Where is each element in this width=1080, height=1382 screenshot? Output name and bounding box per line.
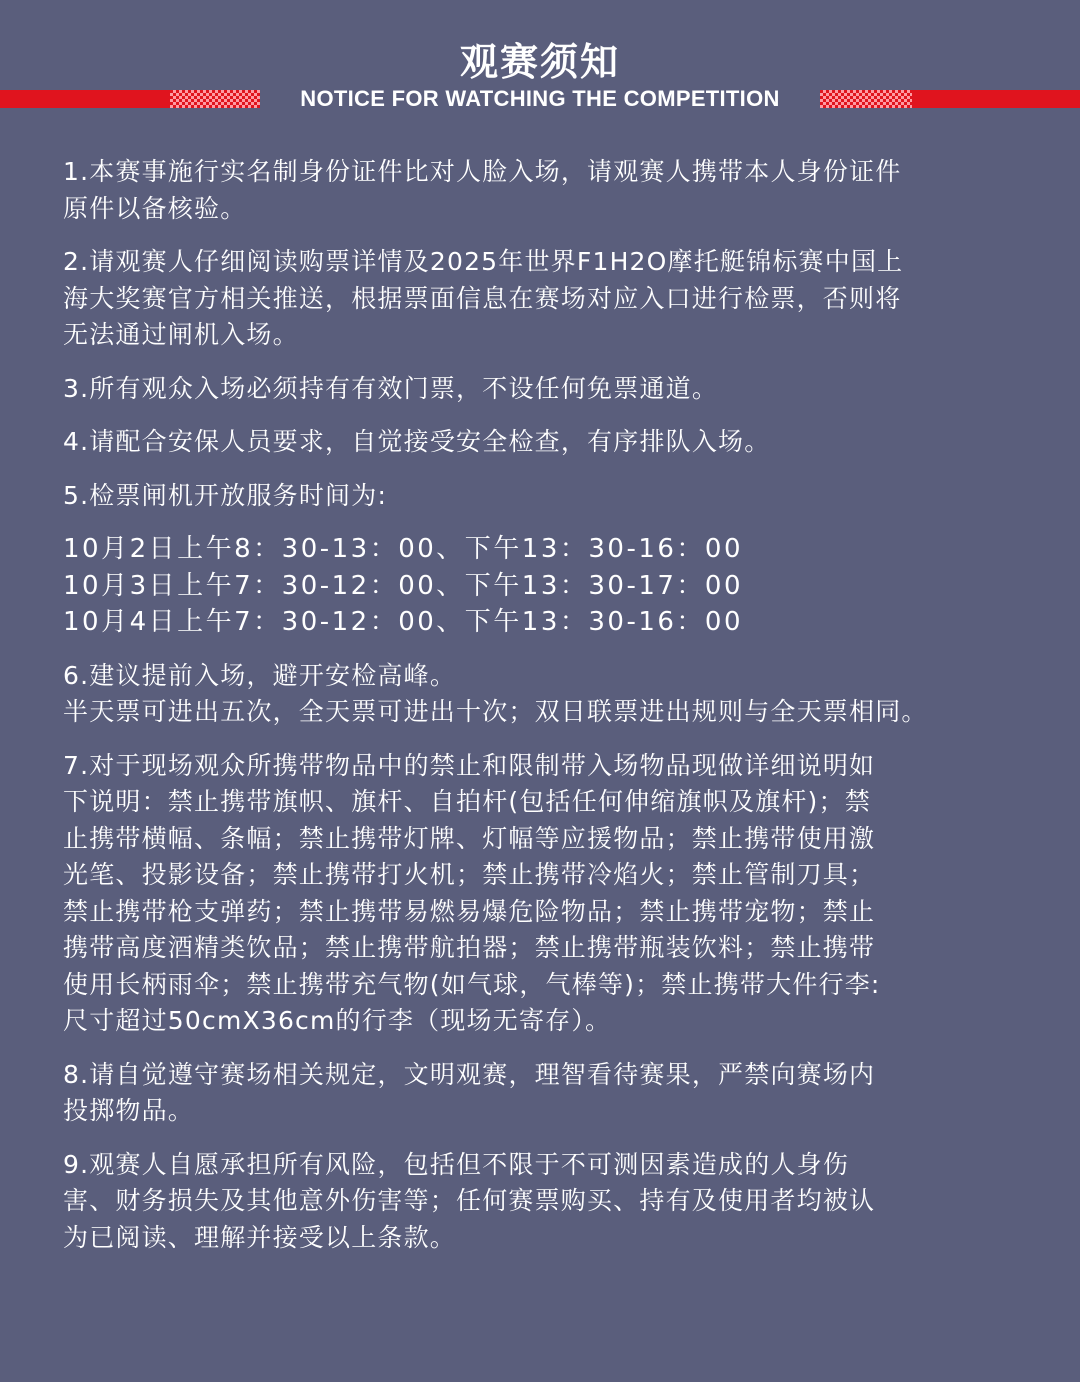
red-stripe-left [0,90,170,108]
notice-line: 害、财务损失及其他意外伤害等；任何赛票购买、持有及使用者均被认 [63,1186,876,1215]
notice-list [63,154,1021,1273]
notice-item-5 [63,478,1021,515]
notice-item-8 [63,1057,1021,1130]
notice-line: 原件以备核验。 [63,193,247,223]
notice-line: 6.建议提前入场，避开安检高峰。 [63,660,457,690]
notice-line: 8.请自觉遵守赛场相关规定，文明观赛，理智看待赛果，严禁向赛场内 [63,1059,876,1089]
notice-line: 3.所有观众入场必须持有有效门票，不设任何免票通道。 [63,373,719,403]
notice-line: 7.对于现场观众所携带物品中的禁止和限制带入场物品现做详细说明如 [63,750,876,780]
notice-line: 9.观赛人自愿承担所有风险，包括但不限于不可测因素造成的人身伤 [63,1149,850,1179]
subtitle-banner [0,88,1080,110]
notice-item-2 [63,244,1021,354]
notice-line: 2.请观赛人仔细阅读购票详情及2025年世界F1H2O摩托艇锦标赛中国上 [63,247,904,276]
notice-line: 1.本赛事施行实名制身份证件比对人脸入场，请观赛人携带本人身份证件 [63,157,902,186]
notice-item-1 [63,154,1021,227]
notice-line: 禁止携带枪支弹药；禁止携带易燃易爆危险物品；禁止携带宠物；禁止 [63,896,876,926]
notice-line: 海大奖赛官方相关推送，根据票面信息在赛场对应入口进行检票，否则将 [63,283,902,313]
checkered-flag-pattern-left [170,90,260,108]
notice-line: 光笔、投影设备；禁止携带打火机；禁止携带冷焰火；禁止管制刀具； [63,860,876,889]
notice-item-3 [63,371,1021,408]
notice-line: 使用长柄雨伞；禁止携带充气物(如气球，气棒等)；禁止携带大件行李: [63,969,881,999]
notice-line: 5.检票闸机开放服务时间为: [63,480,388,510]
notice-line: 下说明：禁止携带旗帜、旗杆、自拍杆(包括任何伸缩旗帜及旗杆)；禁 [63,787,871,816]
checkered-flag-pattern-right [820,90,912,108]
notice-line: 投掷物品。 [63,1096,195,1125]
notice-line: 半天票可进出五次，全天票可进出十次；双日联票进出规则与全天票相同。 [63,697,928,726]
notice-item-7 [63,748,1021,1040]
english-subtitle: NOTICE FOR WATCHING THE COMPETITION [300,86,780,111]
time-row: 10月3日上午7：30-12：00、下午13：30-17：00 [63,570,744,601]
notice-line: 携带高度酒精类饮品；禁止携带航拍器；禁止携带瓶装饮料；禁止携带 [63,933,876,962]
notice-line: 4.请配合安保人员要求，自觉接受安全检查，有序排队入场。 [63,427,771,456]
time-row: 10月2日上午8：30-13：00、下午13：30-16：00 [63,534,744,564]
page-title: 观赛须知 [459,40,620,84]
notice-line: 尺寸超过50cmX36cm的行李（现场无寄存）。 [63,1006,612,1035]
notice-line: 止携带横幅、条幅；禁止携带灯牌、灯幅等应援物品；禁止携带使用激 [63,823,876,853]
notice-item-9 [63,1147,1021,1257]
red-stripe-right [912,90,1080,108]
notice-line: 无法通过闸机入场。 [63,320,299,349]
gate-opening-times [63,531,1021,641]
time-row: 10月4日上午7：30-12：00、下午13：30-16：00 [63,607,744,637]
notice-item-4 [63,424,1021,461]
notice-item-6 [63,658,1021,731]
notice-line: 为已阅读、理解并接受以上条款。 [63,1222,457,1252]
